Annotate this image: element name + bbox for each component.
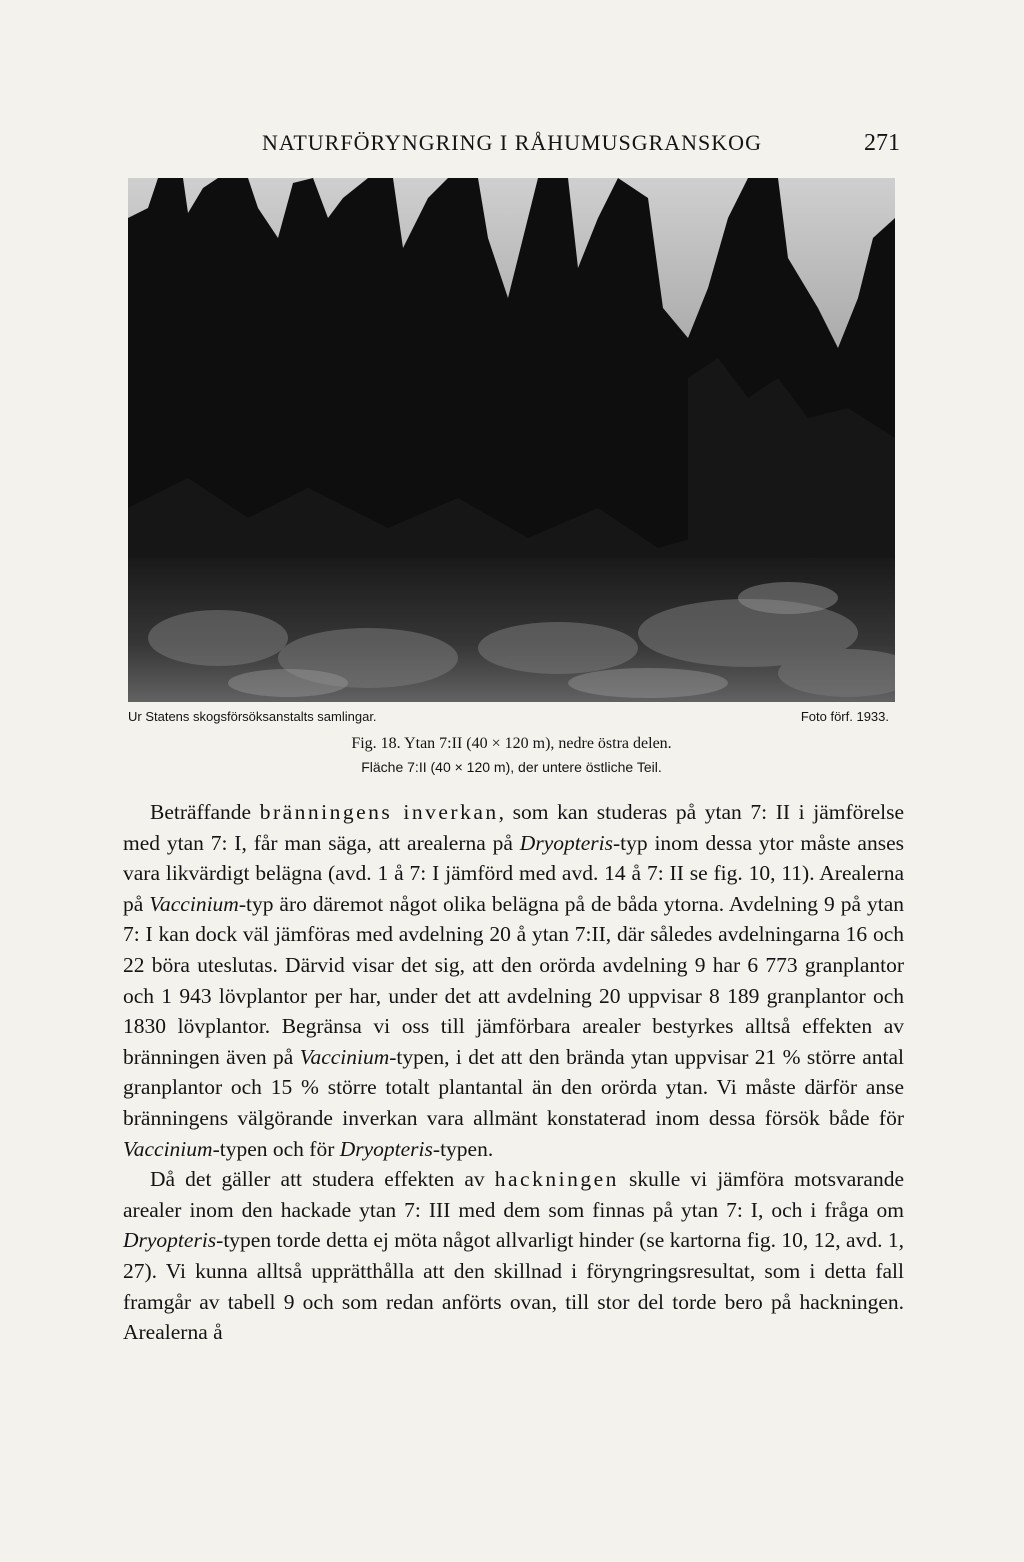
text-run: -typen. xyxy=(432,1136,494,1161)
photo-source: Ur Statens skogsförsöksanstalts samlingar. xyxy=(128,709,377,724)
figure-caption-swedish: Fig. 18. Ytan 7:II (40 × 120 m), nedre östra delen. xyxy=(351,735,672,752)
text-run: -typ inom dessa ytor måste anses vara likvärdigt belägna (avd. 1 å 7: I jämförd med avd. 14 å 7: II se fig. 10, 11). Arealerna på xyxy=(123,830,904,916)
running-title: NATURFÖRYNGRING I RÅHUMUSGRANSKOG xyxy=(262,130,762,155)
text-run: -typen och för xyxy=(212,1136,340,1161)
text-run: Beträffande xyxy=(150,800,260,824)
body-text xyxy=(123,797,904,1348)
forest-photo xyxy=(128,178,895,702)
italic-term: Dryopteris xyxy=(519,830,613,855)
photo-credit: Foto förf. 1933. xyxy=(800,709,889,724)
text-run: -typen, i det att den brända ytan uppvisar 21 % större antal granplantor och 15 % större totalt plantantal än den orörda ytan. Vi måste därför anse bränningens välgörande inverkan vara allmänt konstaterad inom dessa försök både för xyxy=(123,1044,904,1130)
text-run: skulle vi jämföra motsvarande arealer inom den hackade ytan 7: III med dem som finnas på ytan 7: I, och i fråga om xyxy=(123,1167,904,1222)
italic-term: Vaccinium xyxy=(123,1136,213,1161)
running-head xyxy=(124,128,900,164)
paragraph-1 xyxy=(123,797,904,1164)
forest-photo-image xyxy=(128,178,895,702)
page-number: 271 xyxy=(864,130,900,156)
italic-term: Dryopteris xyxy=(339,1136,433,1161)
text-run: , som kan studeras på ytan 7: II i jämförelse med ytan 7: I, får man säga, att arealerna på xyxy=(123,800,904,855)
spaced-term: bränningens inverkan xyxy=(259,800,499,824)
paragraph-2 xyxy=(123,1164,904,1348)
text-run: -typen torde detta ej möta något allvarligt hinder (se kartorna fig. 10, 12, avd. 1, 27). Vi kunna alltså upprätthålla att den skillnad i föryngringsresultat, som i detta fall framgår av tabell 9 och som redan anförts ovan, till stor del torde bero på hackningen. Arealerna å xyxy=(123,1228,904,1345)
figure-caption-german: Fläche 7:II (40 × 120 m), der untere östliche Teil. xyxy=(361,759,662,775)
italic-term: Vaccinium xyxy=(299,1044,390,1069)
text-run: Då det gäller att studera effekten av xyxy=(150,1167,495,1192)
italic-term: Dryopteris xyxy=(123,1228,217,1253)
photo-credit-row xyxy=(128,709,895,729)
italic-term: Vaccinium xyxy=(149,891,239,916)
spaced-term: hackningen xyxy=(494,1167,619,1192)
text-run: -typ äro däremot något olika belägna på de båda ytorna. Avdelning 9 på ytan 7: I kan dock väl jämföras med avdelning 20 å ytan 7:II, där således avdelningarna 16 och 22 böra uteslutas. Därvid visar det sig, att den orörda avdelning 9 har 6 773 granplantor och 1 943 lövplantor per har, under det att avdelning 20 uppvisar 8 189 granplantor och 1830 lövplantor. Begränsa vi oss till jämförbara arealer bestyrkes alltså effekten av bränningen även på xyxy=(123,891,904,1069)
